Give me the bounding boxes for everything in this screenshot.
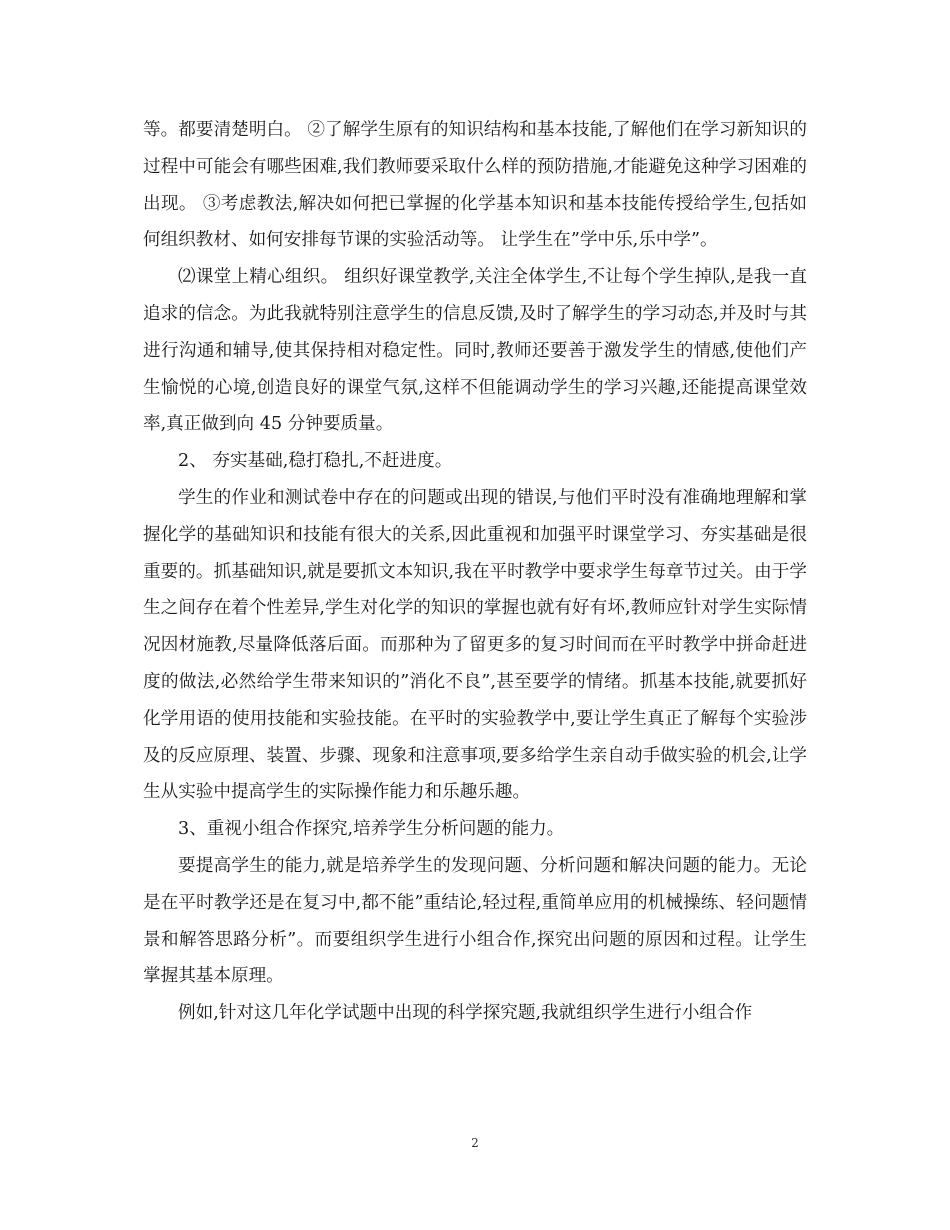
paragraph-1: 等。都要清楚明白。 ②了解学生原有的知识结构和基本技能,了解他们在学习新知识的过程中可能会有哪些困难,我们教师要采取什么样的预防措施,才能避免这种学习困难的出现。 ③考虑教法,解决如何把已掌握的化学基本知识和基本技能传授给学生,包括如何组织教材、如何安排每节课的实验活动等。 让学生在”学中乐,乐中学”。 (143, 120, 807, 251)
document-body (143, 112, 807, 1032)
section-heading-3: 3、重视小组合作探究,培养学生分析问题的能力。 (178, 819, 565, 840)
page-number: 2 (471, 1136, 479, 1150)
paragraph-6: 要提高学生的能力,就是培养学生的发现问题、分析问题和解决问题的能力。无论是在平时教学还是在复习中,都不能”重结论,轻过程,重简单应用的机械操练、轻问题情景和解答思路分析”。而要组织学生进行小组合作,探究出问题的原因和过程。让学生掌握其基本原理。 (143, 855, 807, 987)
paragraph-7: 例如,针对这几年化学试题中出现的科学探究题,我就组织学生进行小组合作 (178, 1003, 753, 1024)
section-heading-2: 2、 夯实基础,稳打稳扎,不赶进度。 (178, 451, 453, 472)
paragraph-4: 学生的作业和测试卷中存在的问题或出现的错误,与他们平时没有准确地理解和掌握化学的基础知识和技能有很大的关系,因此重视和加强平时课堂学习、夯实基础是很重要的。抓基础知识,就是要抓文本知识,我在平时教学中要求学生每章节过关。由于学生之间存在着个性差异,学生对化学的知识的掌握也就有好有坏,教师应针对学生实际情况因材施教,尽量降低落后面。而那种为了留更多的复习时间而在平时教学中拼命赶进度的做法,必然给学生带来知识的”消化不良”,甚至要学的情绪。抓基本技能,就要抓好化学用语的使用技能和实验技能。在平时的实验教学中,要让学生真正了解每个实验涉及的反应原理、装置、步骤、现象和注意事项,要多给学生亲自动手做实验的机会,让学生从实验中提高学生的实际操作能力和乐趣乐趣。 (143, 487, 807, 803)
paragraph-2: ⑵课堂上精心组织。 组织好课堂教学,关注全体学生,不让每个学生掉队,是我一直追求的信念。为此我就特别注意学生的信息反馈,及时了解学生的学习动态,并及时与其进行沟通和辅导,使其保持相对稳定性。同时,教师还要善于激发学生的情感,使他们产生愉悦的心境,创造良好的课堂气氛,这样不但能调动学生的学习兴趣,还能提高课堂效率,真正做到向 45 分钟要质量。 (143, 267, 807, 435)
